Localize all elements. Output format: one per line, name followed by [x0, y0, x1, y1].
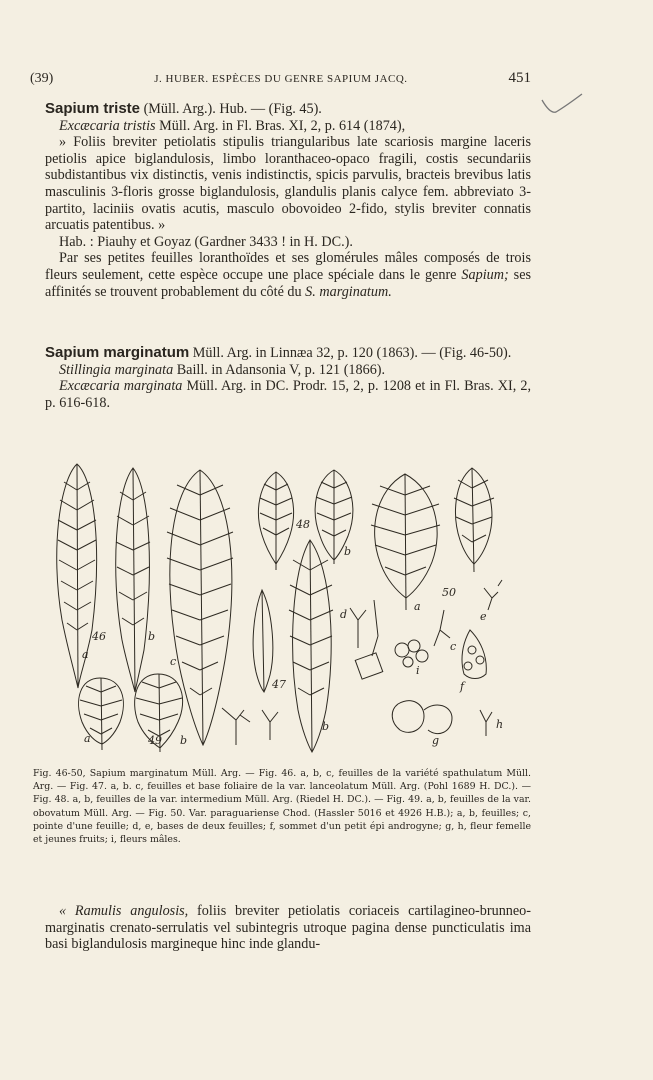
habitat-line: Hab. : Piauhy et Goyaz (Gardner 3433 ! in H. DC.). — [59, 233, 353, 250]
continuation-paragraph — [45, 903, 531, 953]
note-start: Par ses petites feuilles loranthoïdes et ses glomérules mâles composés de trois fleurs seulement, cette espèce occupe une place spéciale dans le genre — [45, 250, 531, 283]
label-46-c: c — [170, 655, 177, 668]
note-paragraph — [45, 250, 531, 300]
note-genus: Sapium; — [461, 266, 509, 283]
continuation-italic: « Ramulis angulosis, — [59, 903, 189, 919]
note-species: S. marginatum. — [305, 283, 392, 300]
caption-text: Fig. 46-50, Sapium marginatum Müll. Arg. — Fig. 46. a, b, c, feuilles de la variété spathulatum Müll. Arg. — Fig. 47. a, b. c, feuilles et base foliaire de la var. lanceolatum Müll. Arg. (Pohl 1689 H. DC.). — Fig. 48. a, b, feuilles de la var. intermedium Müll. Arg. (Riedel H. DC.). — Fig. 49. a, b, feuilles de la var. obovatum Müll. Arg. — Fig. 50. Var. paraguariense Chod. (Hassler 5016 et 4926 H.B.); a, b, feuilles; c, pointe d'une feuille; d, e, bases de deux feuilles; f, sommet d'un petit épi androgyne; g, h, fleur femelle et jeunes fruits; i, fleurs mâles. — [33, 768, 531, 846]
page-ref: (39) — [30, 71, 54, 86]
label-48-b: b — [344, 545, 352, 558]
label-50-g: g — [432, 734, 440, 747]
label-47: 47 — [272, 678, 286, 691]
figure-drawing — [40, 460, 545, 760]
species-heading — [45, 345, 531, 362]
species-name: Sapium triste — [45, 100, 141, 117]
latin-description: » Foliis breviter petiolatis stipulis triangularibus late scariosis margine laceris petiolis apice biglandulosis, limbo loranthaceo-opaco fragili, costis secundariis subdistantibus vix distinctis, venis indistinctis, spicis parvulis, bracteis brevibus latis masculinis 3-floris grosse biglandulosis, glandulis planis calyce fem. abbreviato 3-partito, laciniis ovatis acutis, masculo obovoideo 2-fido, stylis breviter connatis arcuatis patentibus. » — [45, 134, 531, 234]
label-50-h: h — [496, 718, 504, 731]
synonym-name: Excæcaria tristis — [59, 117, 156, 134]
botanical-figure — [40, 460, 545, 760]
species-heading — [45, 101, 531, 118]
page-number: 451 — [508, 70, 531, 86]
synonym-ref: Baill. in Adansonia V, p. 121 (1866). — [173, 361, 386, 378]
synonym-line — [45, 378, 531, 411]
label-50: 50 — [442, 586, 456, 599]
synonym-name: Stillingia marginata — [59, 361, 174, 378]
species-name: Sapium marginatum — [45, 344, 190, 361]
label-50-f: f — [460, 680, 465, 693]
label-50-c: c — [450, 640, 457, 653]
label-46-a: a — [82, 648, 89, 661]
species-triste-section — [45, 101, 531, 300]
label-49-b: b — [180, 734, 188, 747]
label-48: 48 — [296, 518, 310, 531]
species-authority: (Müll. Arg.). Hub. — (Fig. 45). — [140, 101, 322, 117]
pencil-mark — [540, 92, 584, 118]
note-mid: ses affinités se trouvent probablement du côté du — [45, 266, 532, 300]
label-46: 46 — [92, 630, 106, 643]
label-50-d: d — [340, 608, 348, 621]
label-47-b: b — [322, 720, 330, 733]
label-50-i: i — [416, 664, 420, 677]
running-title: J. HUBER. ESPÈCES DU GENRE SAPIUM JACQ. — [154, 73, 408, 85]
synonym-line — [45, 362, 531, 379]
synonym-ref: Müll. Arg. in Fl. Bras. XI, 2, p. 614 (1874), — [155, 117, 406, 134]
label-49-a: a — [84, 732, 91, 745]
synonym-line — [45, 118, 531, 135]
running-header — [30, 70, 531, 90]
label-50-a: a — [414, 600, 421, 613]
synonym-ref: Müll. Arg. in DC. Prodr. 15, 2, p. 1208 et in Fl. Bras. XI, 2, p. 616-618. — [45, 378, 532, 411]
species-authority: Müll. Arg. in Linnæa 32, p. 120 (1863). — (Fig. 46-50). — [189, 345, 512, 361]
label-50-e: e — [480, 610, 487, 623]
figure-caption — [33, 767, 531, 846]
continuation-text — [45, 903, 531, 953]
synonym-name: Excæcaria marginata — [59, 378, 183, 395]
label-46-b: b — [148, 630, 156, 643]
label-49: 49 — [148, 734, 162, 747]
species-marginatum-section — [45, 345, 531, 411]
continuation-body: foliis breviter petiolatis coriaceis cartilagineo-brunneo-marginatis crenato-serrulatis vel subintegris utroque pagina dense puncticulatis ima basi biglandulosis margineque hinc inde glandu- — [45, 903, 531, 953]
